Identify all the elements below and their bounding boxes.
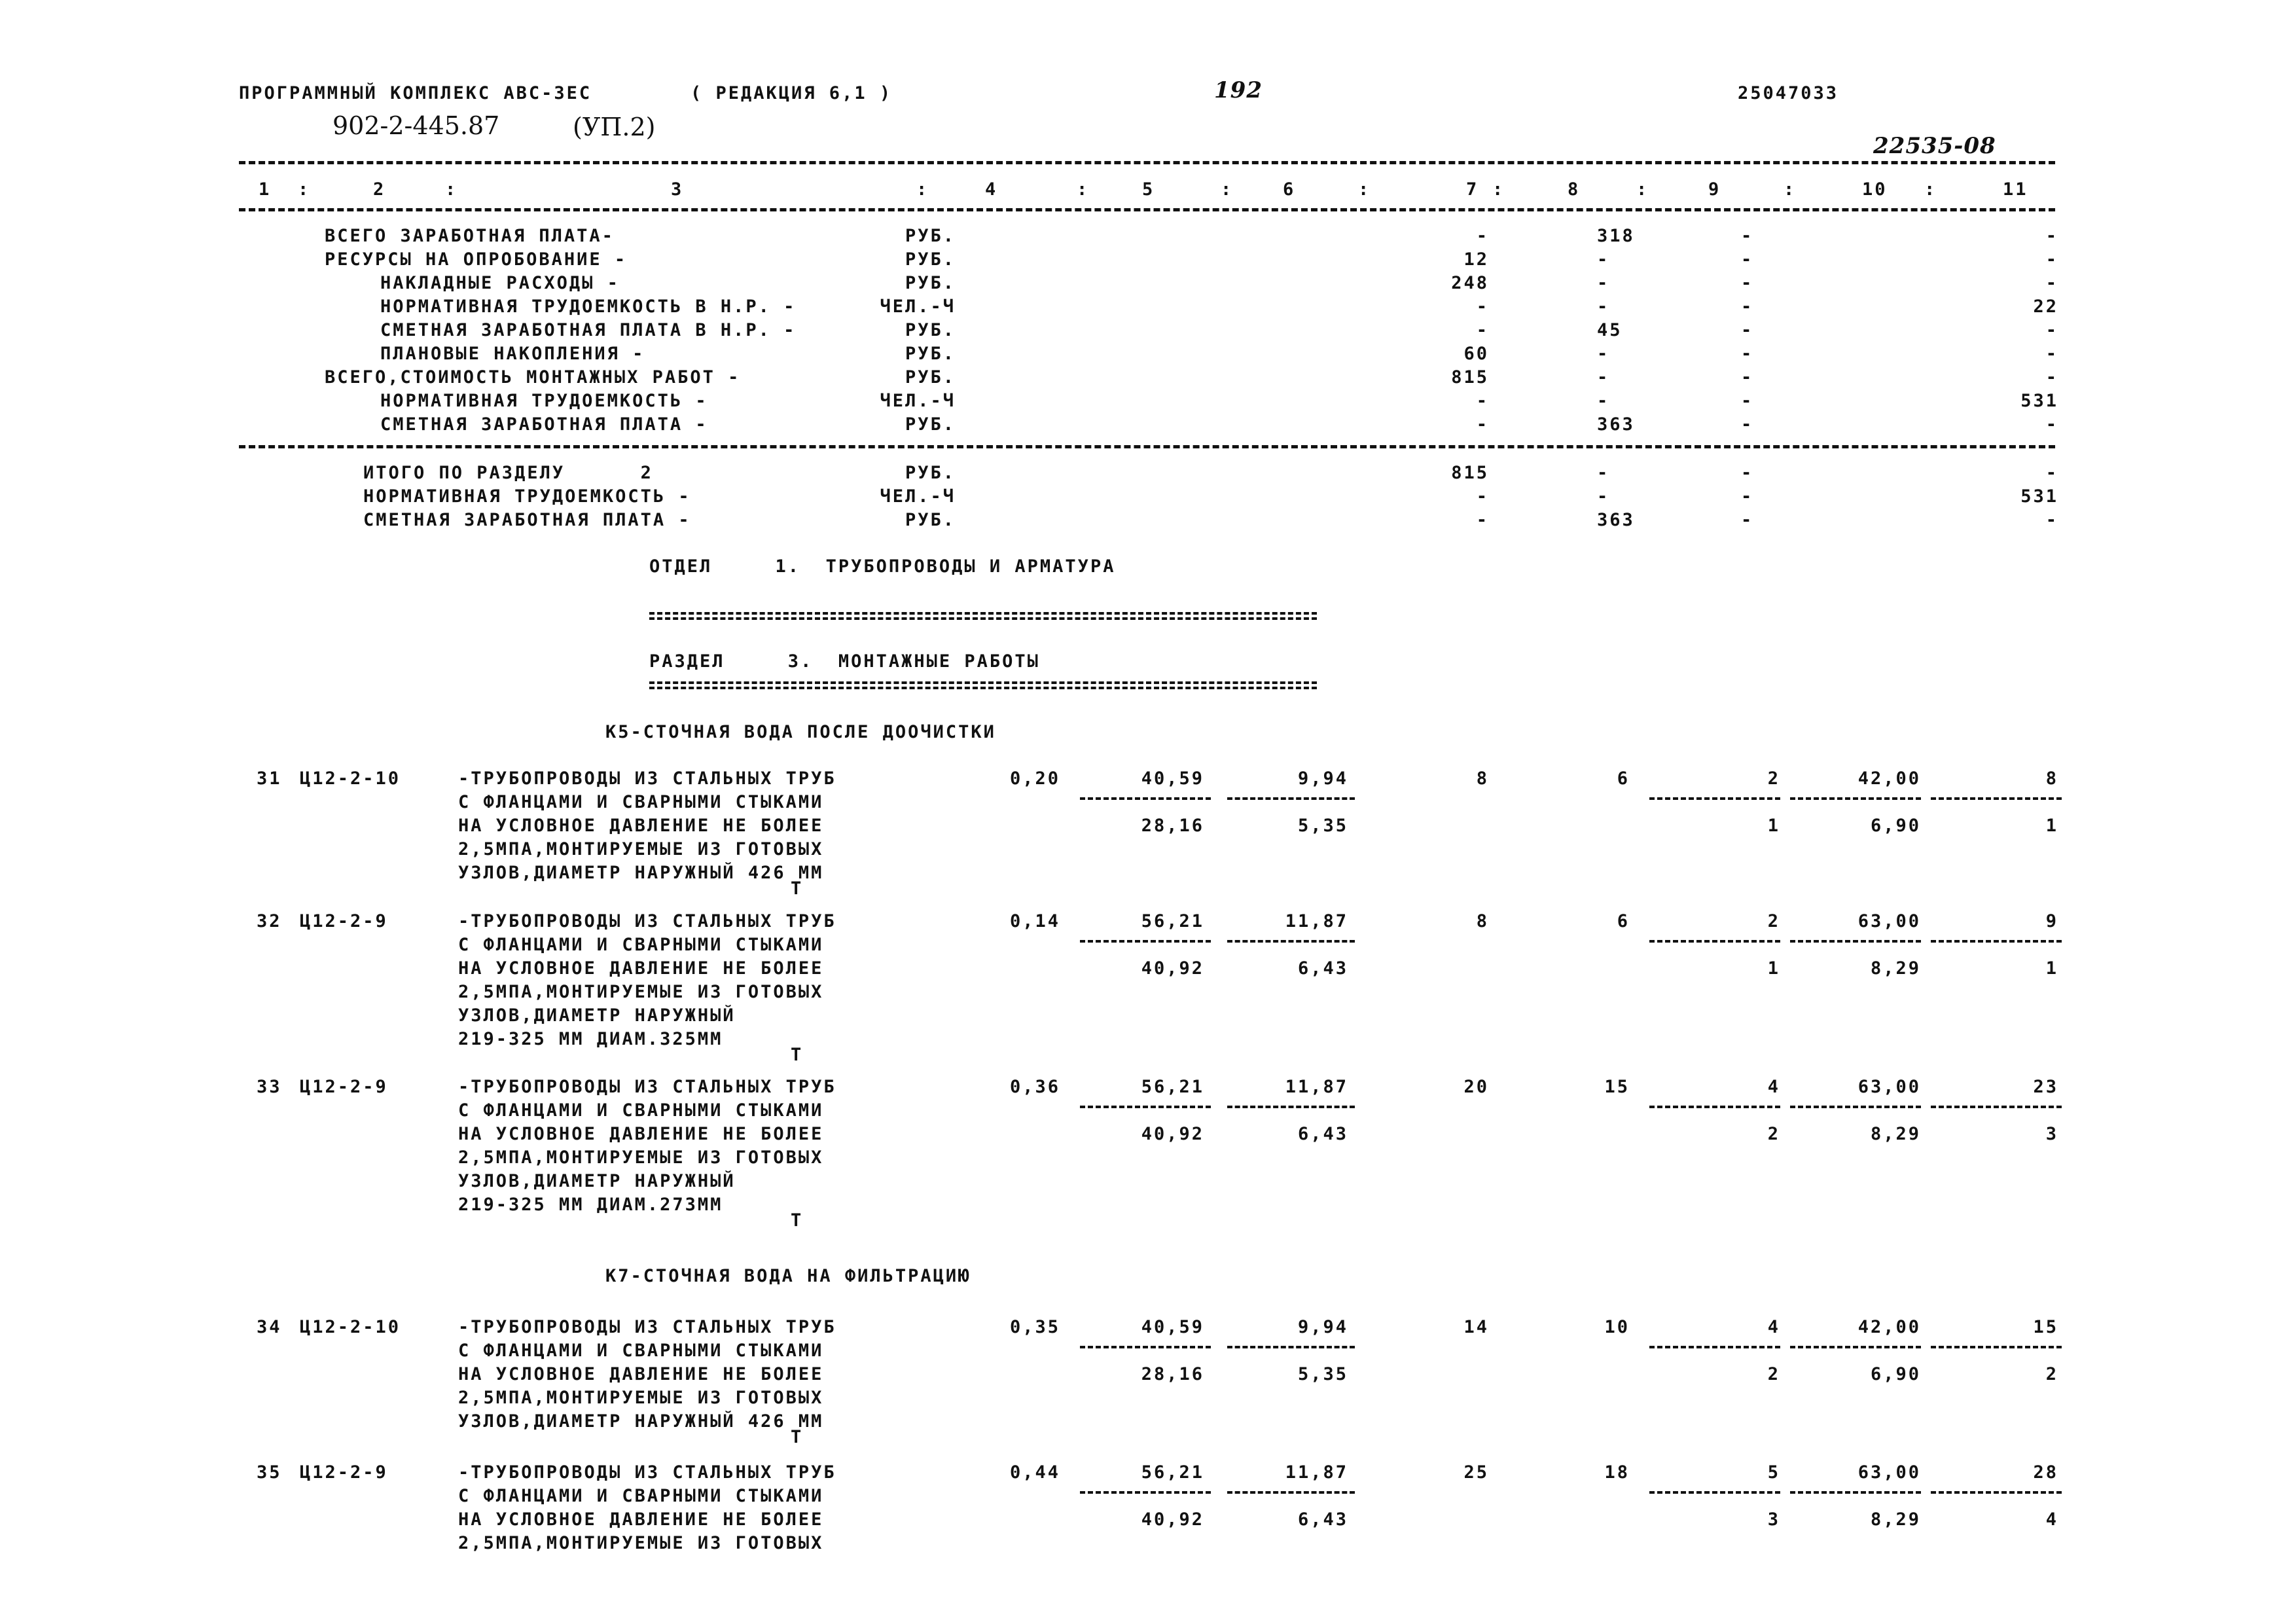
- summary-label: СМЕТНАЯ ЗАРАБОТНАЯ ПЛАТА -: [380, 414, 708, 435]
- document-code: 25047033: [1738, 83, 1839, 103]
- entry-description-line: 2,5МПА,МОНТИРУЕМЫЕ ИЗ ГОТОВЫХ: [458, 1388, 824, 1408]
- entry-description-line: УЗЛОВ,ДИАМЕТР НАРУЖНЫЙ 426 ММ: [458, 863, 824, 883]
- summary-col7: 248: [1451, 273, 1489, 293]
- entry-code: Ц12-2-9: [300, 1462, 388, 1483]
- summary-col8: -: [1597, 367, 1610, 388]
- summary-col9: -: [1741, 414, 1754, 435]
- entry-col5-wage: 28,16: [1141, 816, 1204, 836]
- entry-divider: [1931, 1491, 2062, 1494]
- entry-col5-wage: 40,92: [1141, 958, 1204, 979]
- entry-unit: Т: [791, 1210, 804, 1231]
- entry-col9-wage: 3: [1767, 1509, 1780, 1530]
- column-number: 5: [1142, 179, 1155, 200]
- summary-unit: ЧЕЛ.-Ч: [880, 486, 956, 507]
- summary-unit: РУБ.: [905, 510, 956, 530]
- entry-col8: 15: [1604, 1077, 1630, 1097]
- project-number: 902-2-445.87: [332, 111, 500, 140]
- summary-col9: -: [1741, 367, 1754, 388]
- summary-label: ИТОГО ПО РАЗДЕЛУ 2: [363, 463, 653, 483]
- summary-col9: -: [1741, 226, 1754, 246]
- summary-unit: РУБ.: [905, 414, 956, 435]
- summary-col7: 815: [1451, 367, 1489, 388]
- entry-description-line: УЗЛОВ,ДИАМЕТР НАРУЖНЫЙ: [458, 1171, 736, 1191]
- summary-col9: -: [1741, 249, 1754, 270]
- entry-description-line: УЗЛОВ,ДИАМЕТР НАРУЖНЫЙ 426 ММ: [458, 1411, 824, 1432]
- heading-rule-3: [649, 681, 1317, 684]
- entry-col6-wage: 6,43: [1297, 958, 1348, 979]
- column-number: 6: [1283, 179, 1296, 200]
- entry-col10-wage: 8,29: [1870, 1124, 1921, 1144]
- column-separator: :: [1924, 179, 1937, 200]
- summary-col9: -: [1741, 273, 1754, 293]
- summary-col11: -: [2045, 249, 2058, 270]
- summary-label: РЕСУРСЫ НА ОПРОБОВАНИЕ -: [325, 249, 628, 270]
- heading-rule-1: [649, 612, 1317, 615]
- summary-col7: -: [1476, 391, 1489, 411]
- summary-col9: -: [1741, 344, 1754, 364]
- entry-divider: [1790, 1346, 1921, 1348]
- entry-col5-wage: 28,16: [1141, 1364, 1204, 1384]
- entry-divider: [1227, 1346, 1355, 1348]
- column-number: 10: [1862, 179, 1888, 200]
- entry-description-line: НА УСЛОВНОЕ ДАВЛЕНИЕ НЕ БОЛЕЕ: [458, 958, 824, 979]
- summary-col7: -: [1476, 414, 1489, 435]
- entry-divider: [1931, 1106, 2062, 1108]
- entry-description-line: С ФЛАНЦАМИ И СВАРНЫМИ СТЫКАМИ: [458, 1486, 824, 1506]
- entry-divider: [1649, 1346, 1780, 1348]
- entry-col6: 9,94: [1297, 1317, 1348, 1337]
- entry-col11: 15: [2033, 1317, 2058, 1337]
- entry-col9: 4: [1767, 1077, 1780, 1097]
- entry-description-line: 219-325 ММ ДИАМ.325ММ: [458, 1029, 723, 1049]
- summary-unit: РУБ.: [905, 320, 956, 340]
- summary-col11: 22: [2033, 297, 2058, 317]
- entry-description-line: УЗЛОВ,ДИАМЕТР НАРУЖНЫЙ: [458, 1005, 736, 1026]
- entry-description-line: -ТРУБОПРОВОДЫ ИЗ СТАЛЬНЫХ ТРУБ: [458, 911, 836, 931]
- entry-description-line: НА УСЛОВНОЕ ДАВЛЕНИЕ НЕ БОЛЕЕ: [458, 1509, 824, 1530]
- entry-col8: 6: [1617, 911, 1630, 931]
- entry-description-line: -ТРУБОПРОВОДЫ ИЗ СТАЛЬНЫХ ТРУБ: [458, 1317, 836, 1337]
- entry-col6: 11,87: [1285, 1462, 1348, 1483]
- entry-quantity: 0,14: [1009, 911, 1060, 931]
- entry-col10: 63,00: [1857, 911, 1921, 931]
- program-edition: ( РЕДАКЦИЯ 6,1 ): [691, 83, 893, 103]
- column-number: 8: [1568, 179, 1581, 200]
- entry-col10: 63,00: [1857, 1462, 1921, 1483]
- entry-number: 34: [257, 1317, 282, 1337]
- entry-divider: [1227, 797, 1355, 800]
- summary-unit: ЧЕЛ.-Ч: [880, 391, 956, 411]
- entry-unit: Т: [791, 1427, 804, 1447]
- summary-col11: -: [2045, 463, 2058, 483]
- entry-description-line: НА УСЛОВНОЕ ДАВЛЕНИЕ НЕ БОЛЕЕ: [458, 1124, 824, 1144]
- entry-divider: [1790, 797, 1921, 800]
- column-separator: :: [1077, 179, 1090, 200]
- heading-rule-2: [649, 617, 1317, 620]
- summary-col9: -: [1741, 320, 1754, 340]
- entry-col10-wage: 8,29: [1870, 1509, 1921, 1530]
- summary-unit: РУБ.: [905, 273, 956, 293]
- summary-col11: -: [2045, 273, 2058, 293]
- summary-col8: 363: [1597, 510, 1635, 530]
- summary-col9: -: [1741, 391, 1754, 411]
- summary-col8: -: [1597, 273, 1610, 293]
- summary-col11: -: [2045, 414, 2058, 435]
- entry-description-line: С ФЛАНЦАМИ И СВАРНЫМИ СТЫКАМИ: [458, 792, 824, 812]
- entry-divider: [1227, 1106, 1355, 1108]
- column-separator: :: [1636, 179, 1649, 200]
- summary-unit: РУБ.: [905, 249, 956, 270]
- entry-col9: 4: [1767, 1317, 1780, 1337]
- column-separator: :: [298, 179, 311, 200]
- entry-col7: 20: [1463, 1077, 1489, 1097]
- summary-col7: -: [1476, 297, 1489, 317]
- entry-col11-wage: 3: [2045, 1124, 2058, 1144]
- summary-label: ВСЕГО,СТОИМОСТЬ МОНТАЖНЫХ РАБОТ -: [325, 367, 741, 388]
- entry-col9-wage: 2: [1767, 1364, 1780, 1384]
- entry-col11: 23: [2033, 1077, 2058, 1097]
- entry-divider: [1790, 940, 1921, 943]
- entry-col10-wage: 6,90: [1870, 1364, 1921, 1384]
- column-number: 9: [1708, 179, 1721, 200]
- summary-unit: РУБ.: [905, 344, 956, 364]
- entry-col11: 28: [2033, 1462, 2058, 1483]
- entry-description-line: 2,5МПА,МОНТИРУЕМЫЕ ИЗ ГОТОВЫХ: [458, 982, 824, 1002]
- summary-unit: РУБ.: [905, 226, 956, 246]
- summary-col11: -: [2045, 344, 2058, 364]
- entry-col7: 8: [1476, 768, 1489, 789]
- entry-description-line: С ФЛАНЦАМИ И СВАРНЫМИ СТЫКАМИ: [458, 1341, 824, 1361]
- summary-col8: -: [1597, 391, 1610, 411]
- entry-divider: [1931, 1346, 2062, 1348]
- entry-number: 35: [257, 1462, 282, 1483]
- entry-description-line: НА УСЛОВНОЕ ДАВЛЕНИЕ НЕ БОЛЕЕ: [458, 816, 824, 836]
- summary-col7: 12: [1463, 249, 1489, 270]
- group-heading-k7: К7-СТОЧНАЯ ВОДА НА ФИЛЬТРАЦИЮ: [605, 1266, 971, 1286]
- column-number: 11: [2003, 179, 2028, 200]
- entry-col11-wage: 1: [2045, 816, 2058, 836]
- entry-col5-wage: 40,92: [1141, 1509, 1204, 1530]
- summary-col8: -: [1597, 249, 1610, 270]
- summary-col7: 60: [1463, 344, 1489, 364]
- column-separator: :: [1358, 179, 1371, 200]
- entry-number: 31: [257, 768, 282, 789]
- summary-col11: 531: [2020, 486, 2058, 507]
- summary-col7: -: [1476, 510, 1489, 530]
- summary-label: СМЕТНАЯ ЗАРАБОТНАЯ ПЛАТА -: [363, 510, 691, 530]
- column-number: 7: [1466, 179, 1479, 200]
- entry-col9-wage: 1: [1767, 958, 1780, 979]
- summary-col7: -: [1476, 226, 1489, 246]
- summary-unit: РУБ.: [905, 463, 956, 483]
- entry-col6: 9,94: [1297, 768, 1348, 789]
- entry-col9: 2: [1767, 911, 1780, 931]
- summary-col8: 363: [1597, 414, 1635, 435]
- entry-divider: [1080, 1106, 1211, 1108]
- entry-divider: [1080, 797, 1211, 800]
- summary-col8: 45: [1597, 320, 1623, 340]
- entry-divider: [1931, 797, 2062, 800]
- summary-label: ВСЕГО ЗАРАБОТНАЯ ПЛАТА-: [325, 226, 615, 246]
- entry-col5: 56,21: [1141, 1462, 1204, 1483]
- album-number: (УП.2): [573, 113, 656, 141]
- entry-divider: [1080, 1491, 1211, 1494]
- entry-description-line: С ФЛАНЦАМИ И СВАРНЫМИ СТЫКАМИ: [458, 935, 824, 955]
- summary-label: ПЛАНОВЫЕ НАКОПЛЕНИЯ -: [380, 344, 645, 364]
- column-number: 1: [259, 179, 272, 200]
- summary-col9: -: [1741, 463, 1754, 483]
- summary-col8: -: [1597, 297, 1610, 317]
- entry-divider: [1227, 940, 1355, 943]
- entry-col11: 8: [2045, 768, 2058, 789]
- entry-unit: Т: [791, 878, 804, 899]
- summary-unit: ЧЕЛ.-Ч: [880, 297, 956, 317]
- entry-col11-wage: 4: [2045, 1509, 2058, 1530]
- summary-label: НОРМАТИВНАЯ ТРУДОЕМКОСТЬ -: [380, 391, 708, 411]
- entry-code: Ц12-2-10: [300, 768, 401, 789]
- entry-col11-wage: 1: [2045, 958, 2058, 979]
- entry-col9: 5: [1767, 1462, 1780, 1483]
- entry-col8: 6: [1617, 768, 1630, 789]
- entry-col8: 10: [1604, 1317, 1630, 1337]
- entry-col7: 8: [1476, 911, 1489, 931]
- program-title: ПРОГРАММНЫЙ КОМПЛЕКС АВС-3ЕС: [239, 83, 592, 103]
- entry-divider: [1649, 1491, 1780, 1494]
- heading-rule-4: [649, 687, 1317, 689]
- entry-divider: [1790, 1491, 1921, 1494]
- column-number: 4: [985, 179, 998, 200]
- summary-col9: -: [1741, 297, 1754, 317]
- entry-col9-wage: 2: [1767, 1124, 1780, 1144]
- entry-divider: [1649, 940, 1780, 943]
- summary-col7: 815: [1451, 463, 1489, 483]
- entry-col6-wage: 5,35: [1297, 1364, 1348, 1384]
- entry-number: 32: [257, 911, 282, 931]
- entry-col7: 25: [1463, 1462, 1489, 1483]
- entry-quantity: 0,36: [1009, 1077, 1060, 1097]
- entry-col9: 2: [1767, 768, 1780, 789]
- header-rule-bottom: [239, 208, 2055, 211]
- column-separator: :: [445, 179, 458, 200]
- entry-divider: [1080, 1346, 1211, 1348]
- entry-divider: [1227, 1491, 1355, 1494]
- summary-col7: -: [1476, 320, 1489, 340]
- entry-quantity: 0,20: [1009, 768, 1060, 789]
- entry-col10: 42,00: [1857, 1317, 1921, 1337]
- entry-description-line: 219-325 ММ ДИАМ.273ММ: [458, 1195, 723, 1215]
- entry-col10-wage: 6,90: [1870, 816, 1921, 836]
- entry-number: 33: [257, 1077, 282, 1097]
- column-separator: :: [916, 179, 929, 200]
- entry-col11-wage: 2: [2045, 1364, 2058, 1384]
- column-separator: :: [1492, 179, 1505, 200]
- entry-col5: 56,21: [1141, 911, 1204, 931]
- entry-quantity: 0,35: [1009, 1317, 1060, 1337]
- entry-divider: [1080, 940, 1211, 943]
- entry-col9-wage: 1: [1767, 816, 1780, 836]
- entry-col10-wage: 8,29: [1870, 958, 1921, 979]
- summary-col8: -: [1597, 486, 1610, 507]
- summary-col9: -: [1741, 486, 1754, 507]
- razdel-heading: РАЗДЕЛ 3. МОНТАЖНЫЕ РАБОТЫ: [649, 651, 1040, 672]
- entry-divider: [1649, 797, 1780, 800]
- summary-label: НАКЛАДНЫЕ РАСХОДЫ -: [380, 273, 620, 293]
- entry-description-line: -ТРУБОПРОВОДЫ ИЗ СТАЛЬНЫХ ТРУБ: [458, 1077, 836, 1097]
- summary-col8: 318: [1597, 226, 1635, 246]
- summary-unit: РУБ.: [905, 367, 956, 388]
- entry-description-line: -ТРУБОПРОВОДЫ ИЗ СТАЛЬНЫХ ТРУБ: [458, 1462, 836, 1483]
- entry-description-line: 2,5МПА,МОНТИРУЕМЫЕ ИЗ ГОТОВЫХ: [458, 1147, 824, 1168]
- summary-col7: -: [1476, 486, 1489, 507]
- page-number: 192: [1214, 77, 1263, 103]
- summary-col11: -: [2045, 320, 2058, 340]
- entry-divider: [1931, 940, 2062, 943]
- entry-col11: 9: [2045, 911, 2058, 931]
- entry-divider: [1790, 1106, 1921, 1108]
- otdel-heading: ОТДЕЛ 1. ТРУБОПРОВОДЫ И АРМАТУРА: [649, 556, 1116, 577]
- entry-divider: [1649, 1106, 1780, 1108]
- column-number: 2: [373, 179, 386, 200]
- column-separator: :: [1221, 179, 1234, 200]
- entry-code: Ц12-2-9: [300, 1077, 388, 1097]
- entry-description-line: НА УСЛОВНОЕ ДАВЛЕНИЕ НЕ БОЛЕЕ: [458, 1364, 824, 1384]
- entry-col6-wage: 5,35: [1297, 816, 1348, 836]
- summary-label: НОРМАТИВНАЯ ТРУДОЕМКОСТЬ -: [363, 486, 691, 507]
- entry-col5: 40,59: [1141, 768, 1204, 789]
- entry-code: Ц12-2-10: [300, 1317, 401, 1337]
- summary-label: СМЕТНАЯ ЗАРАБОТНАЯ ПЛАТА В Н.Р. -: [380, 320, 797, 340]
- entry-description-line: -ТРУБОПРОВОДЫ ИЗ СТАЛЬНЫХ ТРУБ: [458, 768, 836, 789]
- column-separator: :: [1784, 179, 1797, 200]
- entry-col10: 63,00: [1857, 1077, 1921, 1097]
- summary-col8: -: [1597, 463, 1610, 483]
- entry-col6: 11,87: [1285, 911, 1348, 931]
- summary-col11: -: [2045, 226, 2058, 246]
- entry-col7: 14: [1463, 1317, 1489, 1337]
- group-heading-k5: К5-СТОЧНАЯ ВОДА ПОСЛЕ ДООЧИСТКИ: [605, 722, 996, 742]
- entry-quantity: 0,44: [1009, 1462, 1060, 1483]
- entry-description-line: С ФЛАНЦАМИ И СВАРНЫМИ СТЫКАМИ: [458, 1100, 824, 1121]
- summary-col9: -: [1741, 510, 1754, 530]
- entry-col8: 18: [1604, 1462, 1630, 1483]
- column-number: 3: [671, 179, 684, 200]
- entry-col5: 40,59: [1141, 1317, 1204, 1337]
- summary-rule: [239, 445, 2055, 448]
- entry-description-line: 2,5МПА,МОНТИРУЕМЫЕ ИЗ ГОТОВЫХ: [458, 1533, 824, 1553]
- entry-col10: 42,00: [1857, 768, 1921, 789]
- summary-col11: -: [2045, 510, 2058, 530]
- entry-description-line: 2,5МПА,МОНТИРУЕМЫЕ ИЗ ГОТОВЫХ: [458, 839, 824, 859]
- summary-col11: 531: [2020, 391, 2058, 411]
- entry-col5: 56,21: [1141, 1077, 1204, 1097]
- entry-col6-wage: 6,43: [1297, 1509, 1348, 1530]
- header-rule-top: [239, 161, 2055, 164]
- entry-unit: Т: [791, 1045, 804, 1065]
- summary-col11: -: [2045, 367, 2058, 388]
- summary-col8: -: [1597, 344, 1610, 364]
- stamp-number: 22535-08: [1873, 133, 1996, 159]
- entry-col6-wage: 6,43: [1297, 1124, 1348, 1144]
- entry-code: Ц12-2-9: [300, 911, 388, 931]
- entry-col6: 11,87: [1285, 1077, 1348, 1097]
- entry-col5-wage: 40,92: [1141, 1124, 1204, 1144]
- summary-label: НОРМАТИВНАЯ ТРУДОЕМКОСТЬ В Н.Р. -: [380, 297, 797, 317]
